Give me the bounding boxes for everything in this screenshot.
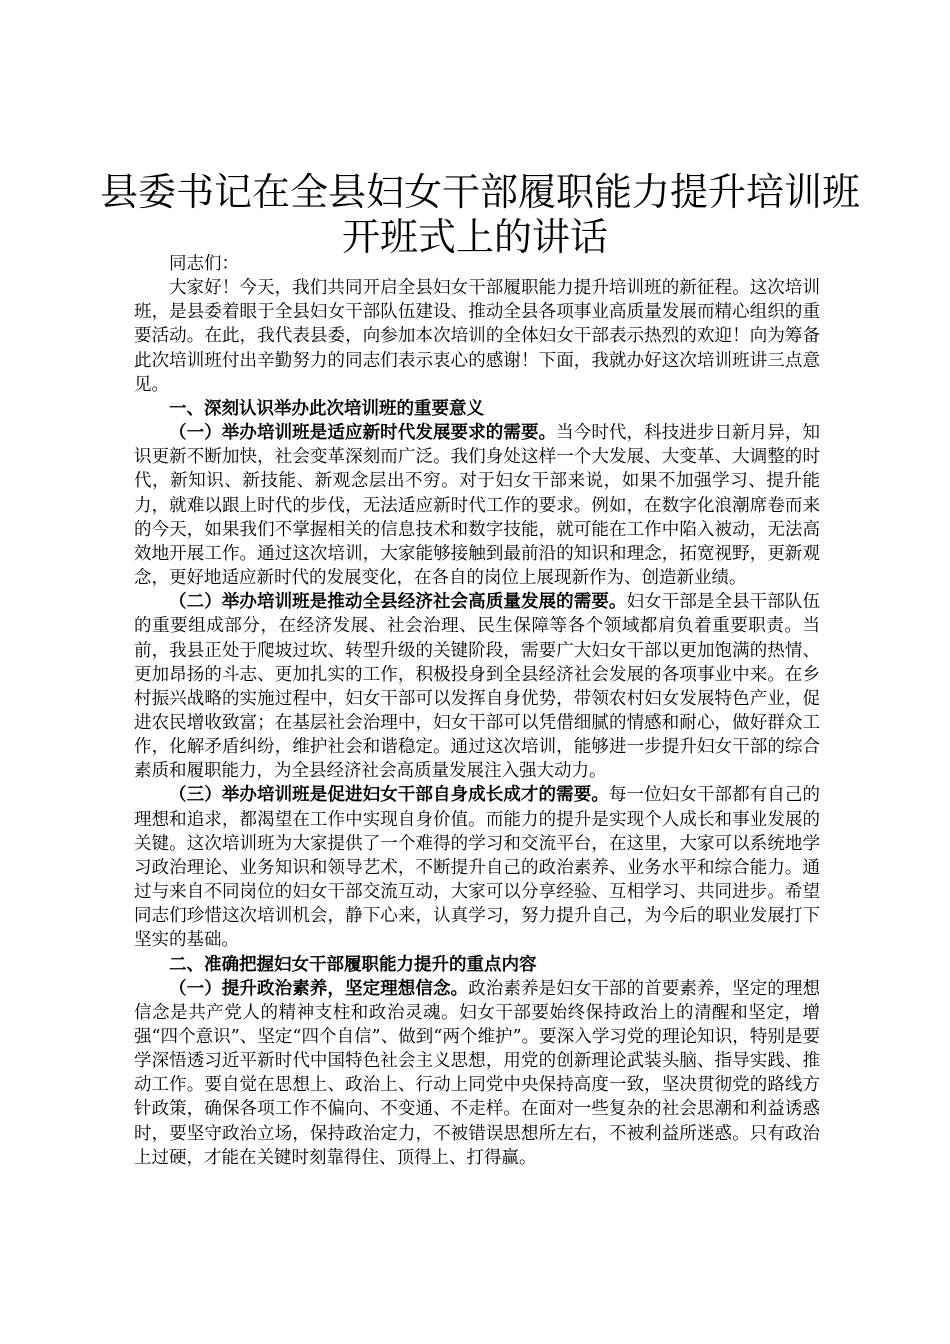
document-title-line-2: 开班式上的讲话 (341, 215, 608, 259)
section-1-paragraph-1-text: 当今时代，科技进步日新月异，知识更新不断加快，社会变革深刻而广泛。我们身处这样一个大发展、大变革、大调整的时代，新知识、新技能、新观念层出不穷。对于妇女干部来说，如果不加强学习、提升能力，就难以跟上时代的步伐，无法适应新时代工作的要求。例如，在数字化浪潮席卷而来的今天，如果我们不掌握相关的信息技术和数字技能，就可能在工作中陷入被动，无法高效地开展工作。通过这次培训，大家能够接触到最前沿的知识和理念，拓宽视野，更新观念，更好地适应新时代的发展变化，在各自的岗位上展现新作为、创造新业绩。 (134, 423, 821, 589)
section-1-paragraph-3-lead: （三）举办培训班是促进妇女干部自身成长成才的需要。 (169, 785, 609, 806)
section-1-paragraph-1 (134, 421, 820, 590)
section-1-paragraph-1-lead: （一）举办培训班是适应新时代发展要求的需要。 (169, 423, 557, 444)
salutation: 同志们： (169, 254, 239, 274)
section-1-heading: 一、深刻认识举办此次培训班的重要意义 (169, 398, 484, 419)
section-2-paragraph-1-text: 政治素养是妇女干部的首要素养，坚定的理想信念是共产党人的精神支柱和政治灵魂。妇女干部要始终保持政治上的清醒和坚定，增强“四个意识”、坚定“四个自信”、做到“两个维护”。要深入学习党的理论知识，特别是要学深悟透习近平新时代中国特色社会主义思想，用党的创新理论武装头脑、指导实践、推动工作。要自觉在思想上、政治上、行动上同党中央保持高度一致，坚决贯彻党的路线方针政策，确保各项工作不偏向、不变通、不走样。在面对一些复杂的社会思潮和利益诱惑时，要坚守政治立场，保持政治定力，不被错误思想所左右，不被利益所迷惑。只有政治上过硬，才能在关键时刻靠得住、顶得上、打得赢。 (134, 978, 821, 1168)
document-body (134, 252, 820, 1170)
section-2-heading: 二、准确把握妇女干部履职能力提升的重点内容 (169, 954, 537, 975)
intro-paragraph: 大家好！今天，我们共同开启全县妇女干部履职能力提升培训班的新征程。这次培训班，是县委着眼于全县妇女干部队伍建设、推动全县各项事业高质量发展而精心组织的重要活动。在此，我代表县委，向参加本次培训的全体妇女干部表示热烈的欢迎！向为筹备此次培训班付出辛勤努力的同志们表示衷心的感谢！下面，我就办好这次培训班讲三点意见。 (134, 278, 820, 395)
section-1-paragraph-2 (134, 590, 820, 783)
document-title-line-1: 县委书记在全县妇女干部履职能力提升培训班 (100, 170, 861, 214)
section-1-paragraph-2-text: 妇女干部是全县干部队伍的重要组成部分，在经济发展、社会治理、民生保障等各个领域都肩负着重要职责。当前，我县正处于爬坡过坎、转型升级的关键阶段，需要广大妇女干部以更加饱满的热情、更加昂扬的斗志、更加扎实的工作，积极投身到全县经济社会发展的各项事业中来。在乡村振兴战略的实施过程中，妇女干部可以发挥自身优势，带领农村妇女发展特色产业，促进农民增收致富；在基层社会治理中，妇女干部可以凭借细腻的情感和耐心，做好群众工作，化解矛盾纠纷，维护社会和谐稳定。通过这次培训，能够进一步提升妇女干部的综合素质和履职能力，为全县经济社会高质量发展注入强大动力。 (134, 592, 821, 782)
section-2-paragraph-1 (134, 977, 820, 1170)
section-2-paragraph-1-lead: （一）提升政治素养，坚定理想信念。 (169, 978, 469, 999)
section-1-paragraph-3 (134, 783, 820, 952)
section-1-paragraph-3-text: 每一位妇女干部都有自己的理想和追求，都渴望在工作中实现自身价值。而能力的提升是实现个人成长和事业发展的关键。这次培训班为大家提供了一个难得的学习和交流平台，在这里，大家可以系统地学习政治理论、业务知识和领导艺术，不断提升自己的政治素养、业务水平和综合能力。通过与来自不同岗位的妇女干部交流互动，大家可以分享经验、互相学习、共同进步。希望同志们珍惜这次培训机会，静下心来，认真学习，努力提升自己，为今后的职业发展打下坚实的基础。 (134, 785, 821, 951)
section-1-paragraph-2-lead: （二）举办培训班是推动全县经济社会高质量发展的需要。 (169, 592, 627, 613)
